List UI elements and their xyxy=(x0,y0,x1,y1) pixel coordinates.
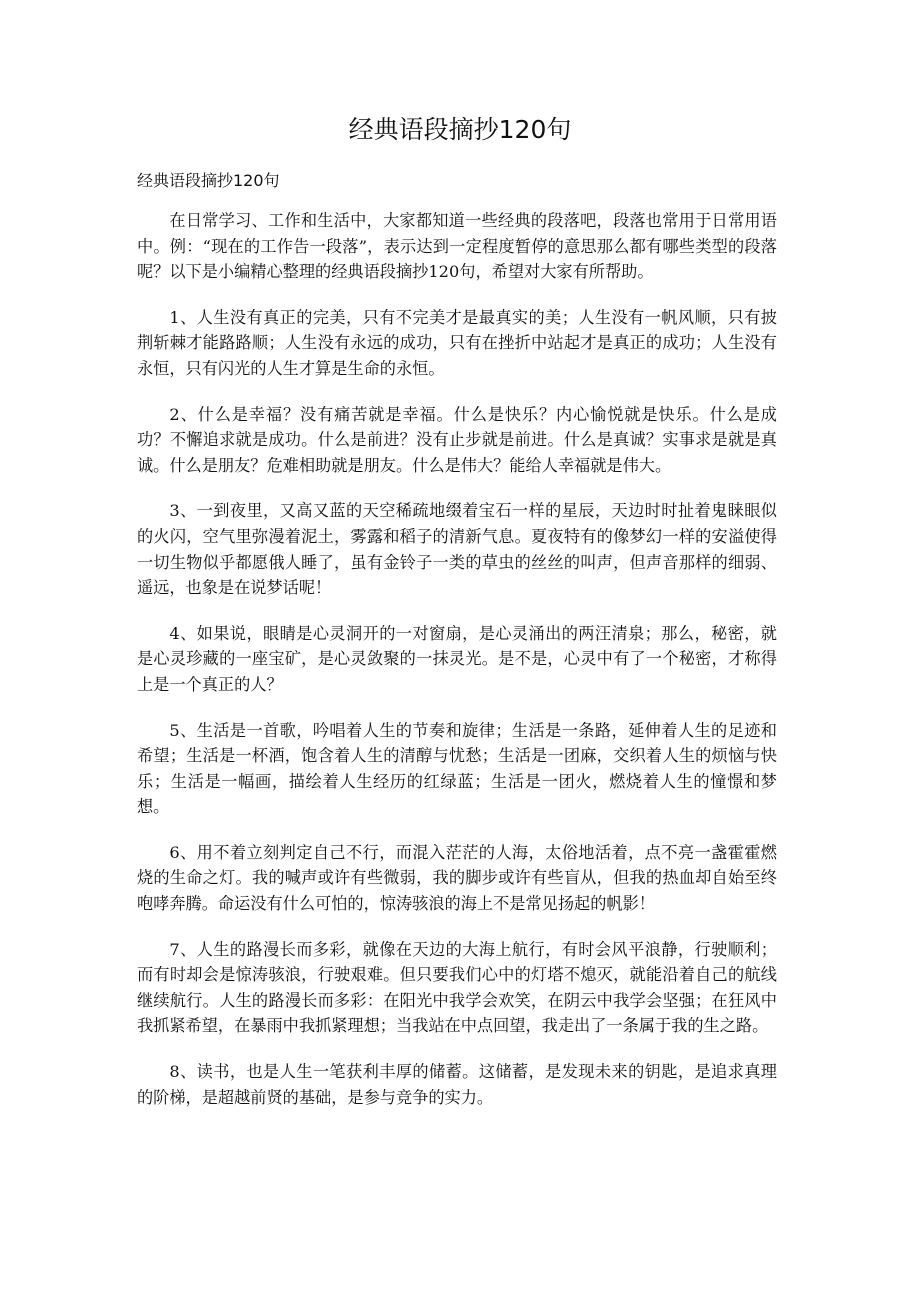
intro-paragraph: 在日常学习、工作和生活中，大家都知道一些经典的段落吧，段落也常用于日常用语中。例：“现在的工作告一段落”，表示达到一定程度暂停的意思那么都有哪些类型的段落呢？以下是小编精心整理的经典语段摘抄120句，希望对大家有所帮助。 xyxy=(137,211,777,282)
document-body xyxy=(137,208,777,1130)
quote-paragraph-5: 5、生活是一首歌，吟唱着人生的节奏和旋律；生活是一条路，延伸着人生的足迹和希望；生活是一杯酒，饱含着人生的清醇与忧愁；生活是一团麻，交织着人生的烦恼与快乐；生活是一幅画，描绘着人生经历的红绿蓝；生活是一团火，燃烧着人生的憧憬和梦想。 xyxy=(137,720,777,817)
document-title: 经典语段摘抄120句 xyxy=(348,115,572,144)
quote-paragraph-6: 6、用不着立刻判定自己不行，而混入茫茫的人海，太俗地活着，点不亮一盏霍霍燃烧的生命之灯。我的喊声或许有些微弱，我的脚步或许有些盲从，但我的热血却自始至终咆哮奔腾。命运没有什么可怕的，惊涛骇浪的海上不是常见扬起的帆影！ xyxy=(137,842,777,914)
quote-paragraph-3: 3、一到夜里，又高又蓝的天空稀疏地缀着宝石一样的星辰，天边时时扯着鬼睐眼似的火闪，空气里弥漫着泥土，雾露和稻子的清新气息。夏夜特有的像梦幻一样的安溢使得一切生物似乎都愿俄人睡了，虽有金铃子一类的草虫的丝丝的叫声，但声音那样的细弱、遥远，也象是在说梦话呢！ xyxy=(137,501,777,598)
quote-paragraph-4: 4、如果说，眼睛是心灵洞开的一对窗扇，是心灵涌出的两汪清泉；那么，秘密，就是心灵珍藏的一座宝矿，是心灵敛聚的一抹灵光。是不是，心灵中有了一个秘密，才称得上是一个真正的人？ xyxy=(137,623,777,694)
quote-paragraph-8: 8、读书，也是人生一笔获利丰厚的储蓄。这储蓄，是发现未来的钥匙，是追求真理的阶梯，是超越前贤的基础，是参与竞争的实力。 xyxy=(137,1062,777,1107)
quote-paragraph-1: 1、人生没有真正的完美，只有不完美才是最真实的美；人生没有一帆风顺，只有披荆斩棘才能路路顺；人生没有永远的成功，只有在挫折中站起才是真正的成功；人生没有永恒，只有闪光的人生才算是生命的永恒。 xyxy=(137,307,777,378)
quote-paragraph-2: 2、什么是幸福？没有痛苦就是幸福。什么是快乐？内心愉悦就是快乐。什么是成功？不懈追求就是成功。什么是前进？没有止步就是前进。什么是真诚？实事求是就是真诚。什么是朋友？危难相助就是朋友。什么是伟大？能给人幸福就是伟大。 xyxy=(137,404,777,475)
document-subtitle: 经典语段摘抄120句 xyxy=(137,171,280,190)
quote-paragraph-7: 7、人生的路漫长而多彩，就像在天边的大海上航行，有时会风平浪静，行驶顺利；而有时却会是惊涛骇浪，行驶艰难。但只要我们心中的灯塔不熄灭，就能沿着自己的航线继续航行。人生的路漫长而多彩：在阳光中我学会欢笑，在阴云中我学会坚强；在狂风中我抓紧希望，在暴雨中我抓紧理想；当我站在中点回望，我走出了一条属于我的生之路。 xyxy=(137,939,777,1036)
